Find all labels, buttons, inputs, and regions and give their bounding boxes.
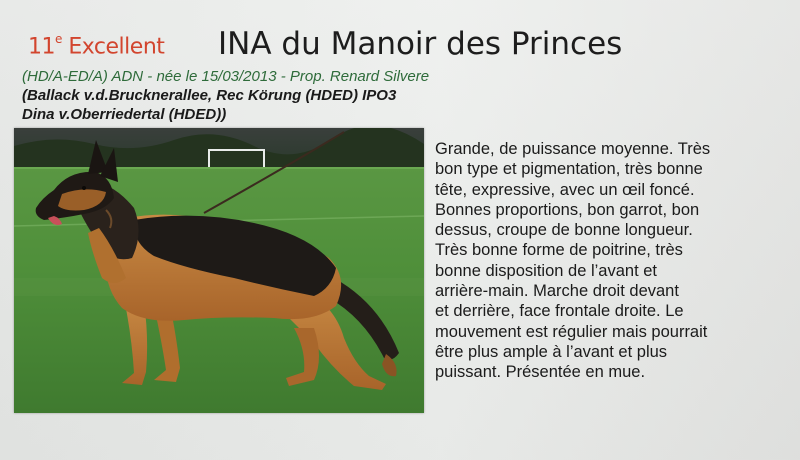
critique-line: arrière-main. Marche droit devant xyxy=(435,282,679,301)
critique-line: Grande, de puissance moyenne. Très xyxy=(435,140,711,158)
critique-line: bon type et pigmentation, très bonne xyxy=(435,160,703,179)
health-birth-owner-line: (HD/A-ED/A) ADN - née le 15/03/2013 - Prop. Renard Silvere xyxy=(22,68,430,85)
critique-line: Très bonne forme de poitrine, très xyxy=(435,241,683,260)
rank-number: 11 xyxy=(28,34,55,60)
critique-line: puissant. Présentée en mue. xyxy=(435,363,646,382)
pedigree xyxy=(22,86,396,124)
critique-line: mouvement est régulier mais pourrait xyxy=(435,322,708,341)
critique-line: dessus, croupe de bonne longueur. xyxy=(435,221,693,240)
dam-line: Dina v.Oberriedertal (HDED)) xyxy=(22,106,227,123)
entry-header xyxy=(28,22,790,66)
german-shepherd-photo xyxy=(14,128,424,413)
placement xyxy=(28,34,164,59)
sire-line: (Ballack v.d.Brucknerallee, Rec Körung (HDED) IPO3 xyxy=(22,87,397,104)
critique-line: être plus ample à l’avant et plus xyxy=(435,342,668,361)
dog-photo xyxy=(14,128,424,413)
dog-name: INA du Manoir des Princes xyxy=(218,26,623,62)
rank-suffix: e xyxy=(55,32,62,46)
grade-label: Excellent xyxy=(68,34,165,60)
critique-line: tête, expressive, avec un œil foncé. xyxy=(435,180,695,199)
judge-critique xyxy=(435,139,795,383)
critique-line: et derrière, face frontale droite. Le xyxy=(435,302,684,321)
critique-line: Bonnes proportions, bon garrot, bon xyxy=(435,200,700,219)
critique-line: bonne disposition de l’avant et xyxy=(435,261,657,280)
